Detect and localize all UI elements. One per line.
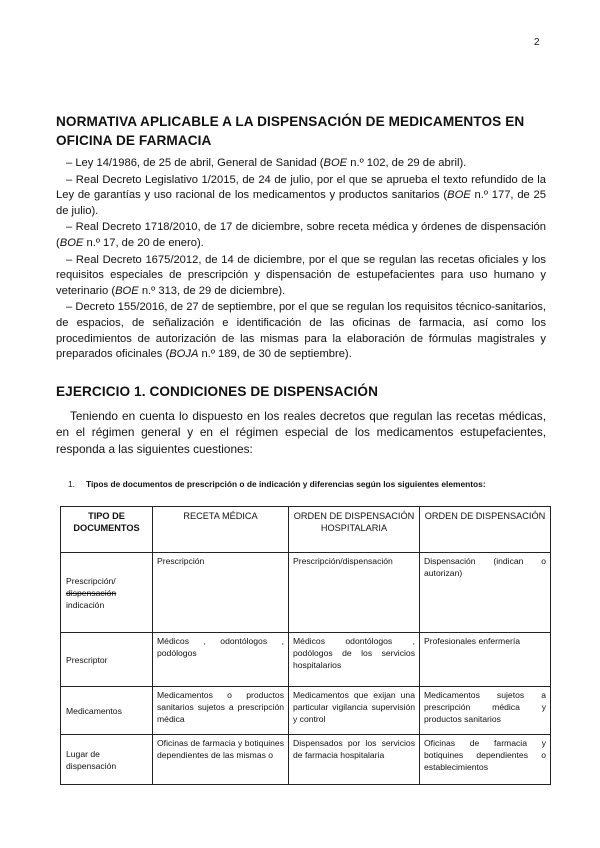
section-title: NORMATIVA APLICABLE A LA DISPENSACIÓN DE MEDICAMENTOS EN OFICINA DE FARMACIA <box>56 114 525 148</box>
table-cell: Médicos , odontólogos , podólogos <box>153 633 289 687</box>
table-header-row <box>61 507 551 553</box>
table-row <box>61 633 551 687</box>
header-orden-dispensacion: ORDEN DE DISPENSACIÓN <box>420 507 551 553</box>
header-orden-hospitalaria: ORDEN DE DISPENSACIÓN HOSPITALARIA <box>289 507 420 553</box>
exercise-title: EJERCICIO 1. CONDICIONES DE DISPENSACIÓN <box>56 384 378 399</box>
table-row <box>61 687 551 735</box>
question-line <box>68 478 486 490</box>
law-item: – Ley 14/1986, de 25 de abril, General de Sanidad (BOE n.º 102, de 29 de abril). <box>66 157 467 169</box>
law-item: – Real Decreto 1675/2012, de 14 de diciembre, por el que se regulan las recetas oficiales y los requisitos especiales de prescripción y dispensación de estupefacientes para uso humano y veterinario (BOE n.º 313, de 29 de diciembre). <box>56 253 546 297</box>
row-label-prescripcion: Prescripción/ dispensación indicación <box>61 553 153 633</box>
table-cell: Profesionales enfermería <box>420 633 551 687</box>
row-label-lugar-dispensacion: Lugar de dispensación <box>61 735 153 785</box>
law-item: – Decreto 155/2016, de 27 de septiembre, por el que se regulan los requisitos técnico-sanitarios, de espacios, de señalización e identificación de las oficinas de farmacia, así como los procedimientos de autorización de las mismas para la elaboración de fórmulas magistrales y preparados oficinales (BOJA n.º 189, de 30 de septiembre). <box>56 301 546 361</box>
row-label-prescriptor: Prescriptor <box>61 633 153 687</box>
table-cell: Oficinas de farmacia y botiquines dependientes o establecimientos <box>420 735 551 785</box>
table-cell: Prescripción <box>153 553 289 633</box>
intro-paragraph: Teniendo en cuenta lo dispuesto en los reales decretos que regulan las recetas médicas, en el régimen general y en el régimen especial de los medicamentos estupefacientes, responda a las siguientes cuestiones: <box>56 409 546 456</box>
strikethrough-text: dispensación <box>66 587 117 598</box>
law-item: – Real Decreto 1718/2010, de 17 de diciembre, sobre receta médica y órdenes de dispensación (BOE n.º 17, de 20 de enero). <box>56 221 546 249</box>
page-number: 2 <box>534 37 540 48</box>
header-tipo-documentos: TIPO DE DOCUMENTOS <box>61 507 153 553</box>
table-cell: Medicamentos o productos sanitarios sujetos a prescripción médica <box>153 687 289 735</box>
header-receta-medica: RECETA MÉDICA <box>153 507 289 553</box>
law-list <box>56 156 546 364</box>
table-cell: Dispensación (indican o autorizan) <box>420 553 551 633</box>
table-cell: Medicamentos sujetos a prescripción médica y productos sanitarios <box>420 687 551 735</box>
dispensing-table <box>60 506 551 785</box>
table-row <box>61 735 551 785</box>
table-cell: Dispensados por los servicios de farmacia hospitalaria <box>289 735 420 785</box>
table-cell: Médicos odontólogos , podólogos de los servicios hospitalarios <box>289 633 420 687</box>
question-number: 1. <box>68 479 75 489</box>
law-item: – Real Decreto Legislativo 1/2015, de 24 de julio, por el que se aprueba el texto refundido de la Ley de garantías y uso racional de los medicamentos y productos sanitarios (BOE n.º 177, de 25 de julio). <box>56 173 546 217</box>
question-text: Tipos de documentos de prescripción o de indicación y diferencias según los siguientes elementos: <box>86 479 486 489</box>
table-row <box>61 553 551 633</box>
row-label-medicamentos: Medicamentos <box>61 687 153 735</box>
table-cell: Oficinas de farmacia y botiquines dependientes de las mismas o <box>153 735 289 785</box>
table-cell: Medicamentos que exijan una particular vigilancia supervisión y control <box>289 687 420 735</box>
table-cell: Prescripción/dispensación <box>289 553 420 633</box>
